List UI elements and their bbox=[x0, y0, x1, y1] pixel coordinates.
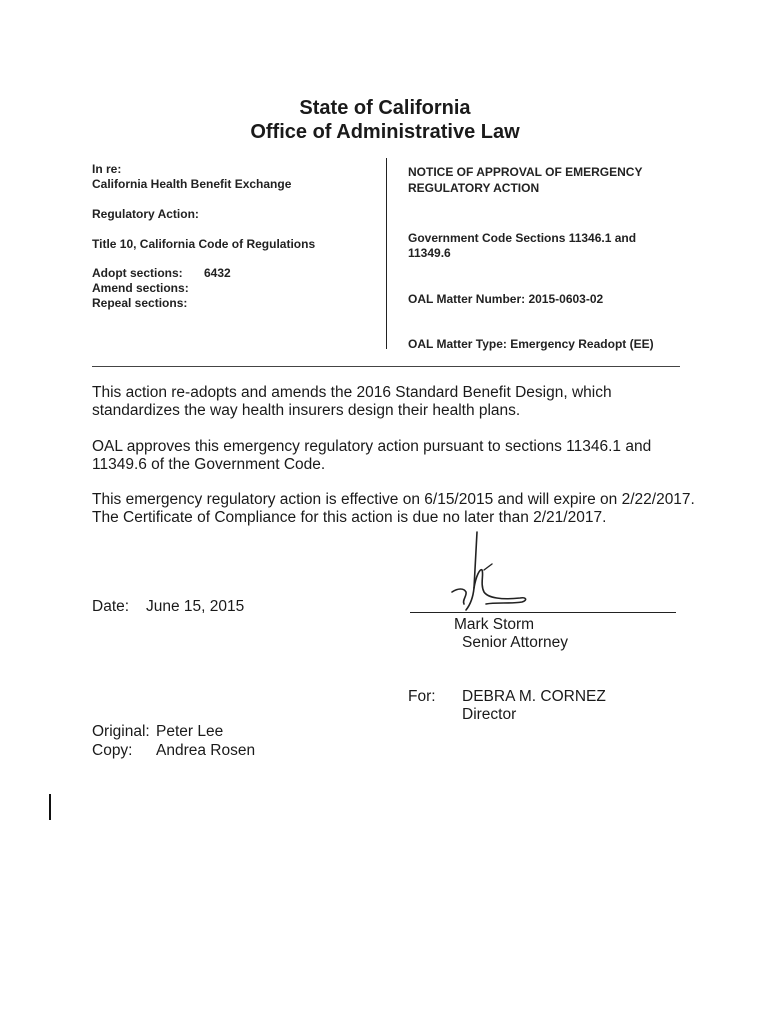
copy-value: Andrea Rosen bbox=[156, 742, 256, 759]
scan-margin-mark bbox=[49, 794, 51, 820]
director-name: DEBRA M. CORNEZ bbox=[462, 688, 606, 705]
paragraph-1-line-2: standardizes the way health insurers design their health plans. bbox=[92, 402, 521, 419]
in-re-label: In re: bbox=[92, 162, 122, 176]
original-value: Peter Lee bbox=[156, 723, 224, 740]
paragraph-1 bbox=[92, 384, 612, 420]
paragraph-2-line-2: 11349.6 of the Government Code. bbox=[92, 456, 326, 473]
in-re-value: California Health Benefit Exchange bbox=[92, 177, 292, 191]
handwritten-signature bbox=[440, 530, 540, 615]
document-title-state: State of California bbox=[299, 97, 471, 119]
regulatory-action-label: Regulatory Action: bbox=[92, 207, 199, 221]
signer-title: Senior Attorney bbox=[462, 634, 568, 651]
original-label: Original: bbox=[92, 723, 150, 740]
paragraph-3-line-1: This emergency regulatory action is effective on 6/15/2015 and will expire on 2/22/2017. bbox=[92, 491, 695, 508]
adopt-sections-value: 6432 bbox=[204, 266, 231, 280]
document-title-office: Office of Administrative Law bbox=[250, 121, 520, 143]
oal-matter-type: OAL Matter Type: Emergency Readopt (EE) bbox=[408, 337, 654, 351]
paragraph-1-line-1: This action re-adopts and amends the 2016 Standard Benefit Design, which bbox=[92, 384, 612, 401]
director-title: Director bbox=[462, 706, 517, 723]
amend-sections-label: Amend sections: bbox=[92, 281, 189, 295]
oal-matter-number: OAL Matter Number: 2015-0603-02 bbox=[408, 292, 604, 306]
paragraph-3 bbox=[92, 491, 695, 527]
signer-name: Mark Storm bbox=[454, 616, 535, 633]
adopt-sections-label: Adopt sections: bbox=[92, 266, 183, 280]
paragraph-2 bbox=[92, 438, 651, 474]
repeal-sections-label: Repeal sections: bbox=[92, 296, 188, 310]
signature-line bbox=[410, 612, 676, 613]
gov-code-line1: Government Code Sections 11346.1 and bbox=[408, 231, 637, 245]
header-rule bbox=[92, 366, 680, 367]
column-divider bbox=[386, 158, 387, 349]
title-code-line: Title 10, California Code of Regulations bbox=[92, 237, 316, 251]
paragraph-3-line-2: The Certificate of Compliance for this action is due no later than 2/21/2017. bbox=[92, 509, 607, 526]
notice-title-line2: REGULATORY ACTION bbox=[408, 181, 540, 195]
notice-title-line1: NOTICE OF APPROVAL OF EMERGENCY bbox=[408, 165, 643, 179]
date-label: Date: bbox=[92, 598, 130, 615]
copy-label: Copy: bbox=[92, 742, 133, 759]
paragraph-2-line-1: OAL approves this emergency regulatory action pursuant to sections 11346.1 and bbox=[92, 438, 652, 455]
gov-code-line2: 11349.6 bbox=[408, 246, 451, 260]
for-label: For: bbox=[408, 688, 436, 705]
date-value: June 15, 2015 bbox=[146, 598, 245, 615]
